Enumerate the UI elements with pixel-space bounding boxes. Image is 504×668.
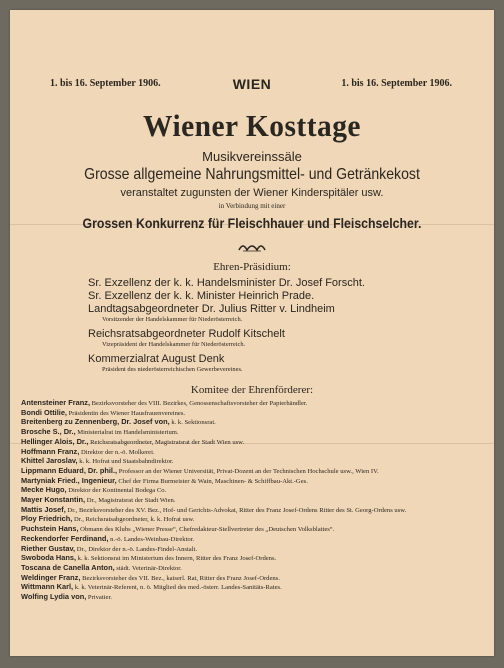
- committee-member-description: k. k. Hofrat und Staatsbahndirektor.: [77, 458, 174, 466]
- committee-member: [21, 399, 446, 409]
- venue-subtitle: Musikvereinssäle: [202, 149, 302, 164]
- committee-member-description: Obmann des Klubs „Wiener Presse“, Chefredakteur-Stellvertreter des „Deutschen Volksblattes“.: [78, 526, 335, 534]
- main-title: Wiener Kosttage: [143, 108, 361, 143]
- committee-member-name: Antensteiner Franz,: [21, 399, 90, 407]
- committee-member-name: Mecke Hugo,: [21, 486, 67, 495]
- committee-list: [21, 399, 446, 603]
- committee-member: [21, 583, 446, 593]
- committee-member-description: Bezirksvorsteher des VII. Bez., kaiserl. Rat, Ritter des Franz Josef-Ordens.: [80, 574, 280, 582]
- committee-member-name: Lippmann Eduard, Dr. phil.,: [21, 465, 118, 475]
- committee-member-description: Dr., Direktor der n.-ö. Landes-Findel-Anstalt.: [75, 545, 198, 553]
- committee-member-name: Riether Gustav,: [21, 544, 76, 553]
- committee-member-description: Privatier.: [86, 594, 112, 602]
- committee-member: [21, 574, 446, 584]
- committee-member-name: Hoffmann Franz,: [21, 447, 80, 456]
- committee-member: [21, 535, 446, 545]
- committee-member-name: Khittel Jaroslav,: [21, 457, 78, 466]
- committee-member: [21, 418, 446, 428]
- committee-member: [21, 486, 446, 496]
- honor-member: [88, 277, 458, 290]
- honor-member-name: Sr. Exzellenz der k. k. Minister Heinrich Prade.: [88, 290, 315, 302]
- honor-member-name: Sr. Exzellenz der k. k. Handelsminister Dr. Josef Forscht.: [88, 277, 365, 289]
- date-right: 1. bis 16. September 1906.: [341, 78, 452, 89]
- committee-member-name: Puchstein Hans,: [21, 525, 79, 534]
- committee-member-name: Weldinger Franz,: [21, 573, 81, 582]
- committee-member: [21, 467, 446, 477]
- committee-member: [21, 545, 446, 555]
- committee-member: [21, 515, 446, 525]
- committee-member-description: Ministerialrat im Handelsministerium.: [75, 429, 179, 437]
- honor-presidium-list: [88, 277, 458, 374]
- committee-member-name: Swoboda Hans,: [21, 554, 77, 563]
- committee-member: [21, 506, 446, 516]
- header-row: [10, 76, 494, 92]
- honor-member: [88, 290, 458, 303]
- competition-title: Grossen Konkurrenz für Fleischhauer und Fleischselcher.: [82, 215, 422, 231]
- committee-member-description: n.-ö. Landes-Weinbau-Direktor.: [108, 535, 195, 543]
- committee-member: [21, 496, 446, 506]
- committee-member-description: Präsidentin des Wiener Hausfrauenvereines.: [66, 409, 186, 417]
- committee-member-name: Toscana de Canella Anton,: [21, 563, 115, 572]
- committee-member-description: Chef der Firma Burmeister & Wain, Maschinen- & Schiffbau-Akt.-Ges.: [116, 477, 308, 485]
- connection-note: in Verbindung mit einer: [218, 202, 286, 210]
- committee-member: [21, 554, 446, 564]
- honor-member: [88, 328, 458, 349]
- committee-member-description: Dr., Reichsratsabgeordneter, k. k. Hofrat usw.: [72, 516, 195, 524]
- committee-member-description: k. k. Sektionsrat.: [169, 419, 216, 427]
- honor-presidium-heading: Ehren-Präsidium:: [213, 261, 291, 273]
- headline: Grosse allgemeine Nahrungsmittel- und Getränkekost: [84, 166, 420, 183]
- honor-member-name: Landtagsabgeordneter Dr. Julius Ritter v. Lindheim: [88, 303, 335, 315]
- committee-member-description: Direktor der Kontinental Bodega Co.: [66, 487, 167, 495]
- committee-member-name: Brosche S., Dr.,: [21, 428, 76, 437]
- decorative-flourish-icon: [237, 241, 267, 253]
- organized-by: veranstaltet zugunsten der Wiener Kinderspitäler usw.: [120, 187, 384, 199]
- honor-member-role: Vorsitzender der Handelskammer für Niederösterreich.: [102, 316, 243, 323]
- committee-member-name: Mayer Konstantin,: [21, 496, 86, 505]
- committee-member-description: städt. Veterinär-Direktor.: [114, 564, 182, 572]
- committee-member-name: Martyniak Fried., Ingenieur,: [21, 476, 117, 485]
- honor-member-role: Vizepräsident der Handelskammer für Niederösterreich.: [102, 341, 246, 348]
- committee-member-name: Mattis Josef,: [21, 504, 66, 514]
- committee-member: [21, 525, 446, 535]
- date-left: 1. bis 16. September 1906.: [50, 78, 161, 89]
- committee-member-description: Professor an der Wiener Universität, Privat-Dozent an der Technischen Hochschule usw., Wien IV.: [117, 467, 379, 475]
- committee-member-name: Breitenberg zu Zennenberg, Dr. Josef von,: [21, 418, 170, 427]
- committee-member: [21, 409, 446, 419]
- honor-member: [88, 303, 458, 324]
- poster-sheet: [10, 10, 494, 656]
- committee-member-name: Bondi Ottilie,: [21, 408, 67, 417]
- committee-member-description: Reichsratsabgeordneter, Magistratsrat der Stadt Wien usw.: [88, 438, 245, 446]
- committee-heading: Komitee der Ehrenförderer:: [190, 384, 314, 396]
- committee-member: [21, 477, 446, 487]
- committee-member: [21, 438, 446, 448]
- committee-member-description: k. k. Veterinär-Referent, n. ö. Mitglied des med.-österr. Landes-Sanitäts-Rates.: [73, 584, 282, 592]
- committee-member-name: Hellinger Alois, Dr.,: [21, 437, 89, 446]
- committee-member: [21, 448, 446, 458]
- committee-member-description: Dr., Magistratsrat der Stadt Wien.: [85, 497, 176, 505]
- committee-member-description: k. k. Sektionsrat im Ministerium des Innern, Ritter des Franz Josef-Ordens.: [76, 555, 277, 563]
- committee-member: [21, 428, 446, 438]
- committee-member: [21, 593, 446, 603]
- committee-member-description: Dr., Bezirksvorsteher des XV. Bez., Hof- und Gerichts-Advokat, Ritter des Franz Josef-Ordens Ritter des St. Georg-Ordens usw.: [65, 506, 407, 514]
- committee-member-name: Ploy Friedrich,: [21, 515, 73, 524]
- city-name: WIEN: [232, 76, 272, 92]
- honor-member-name: Kommerzialrat August Denk: [88, 353, 225, 365]
- committee-member-name: Reckendorfer Ferdinand,: [21, 534, 109, 543]
- committee-member-name: Wolfing Lydia von,: [21, 593, 87, 602]
- committee-member-description: Bezirksvorsteher des VIII. Bezirkes, Genossenschaftsvorsteher der Papierhändler.: [90, 400, 308, 407]
- committee-member-name: Wittmann Karl,: [21, 583, 74, 592]
- honor-member: [88, 353, 458, 374]
- honor-member-name: Reichsratsabgeordneter Rudolf Kitschelt: [88, 328, 285, 340]
- committee-member-description: Direktor der n.-ö. Molkerei.: [79, 448, 155, 456]
- honor-member-role: Präsident des niederösterreichischen Gewerbevereines.: [102, 366, 243, 373]
- committee-member: [21, 564, 446, 574]
